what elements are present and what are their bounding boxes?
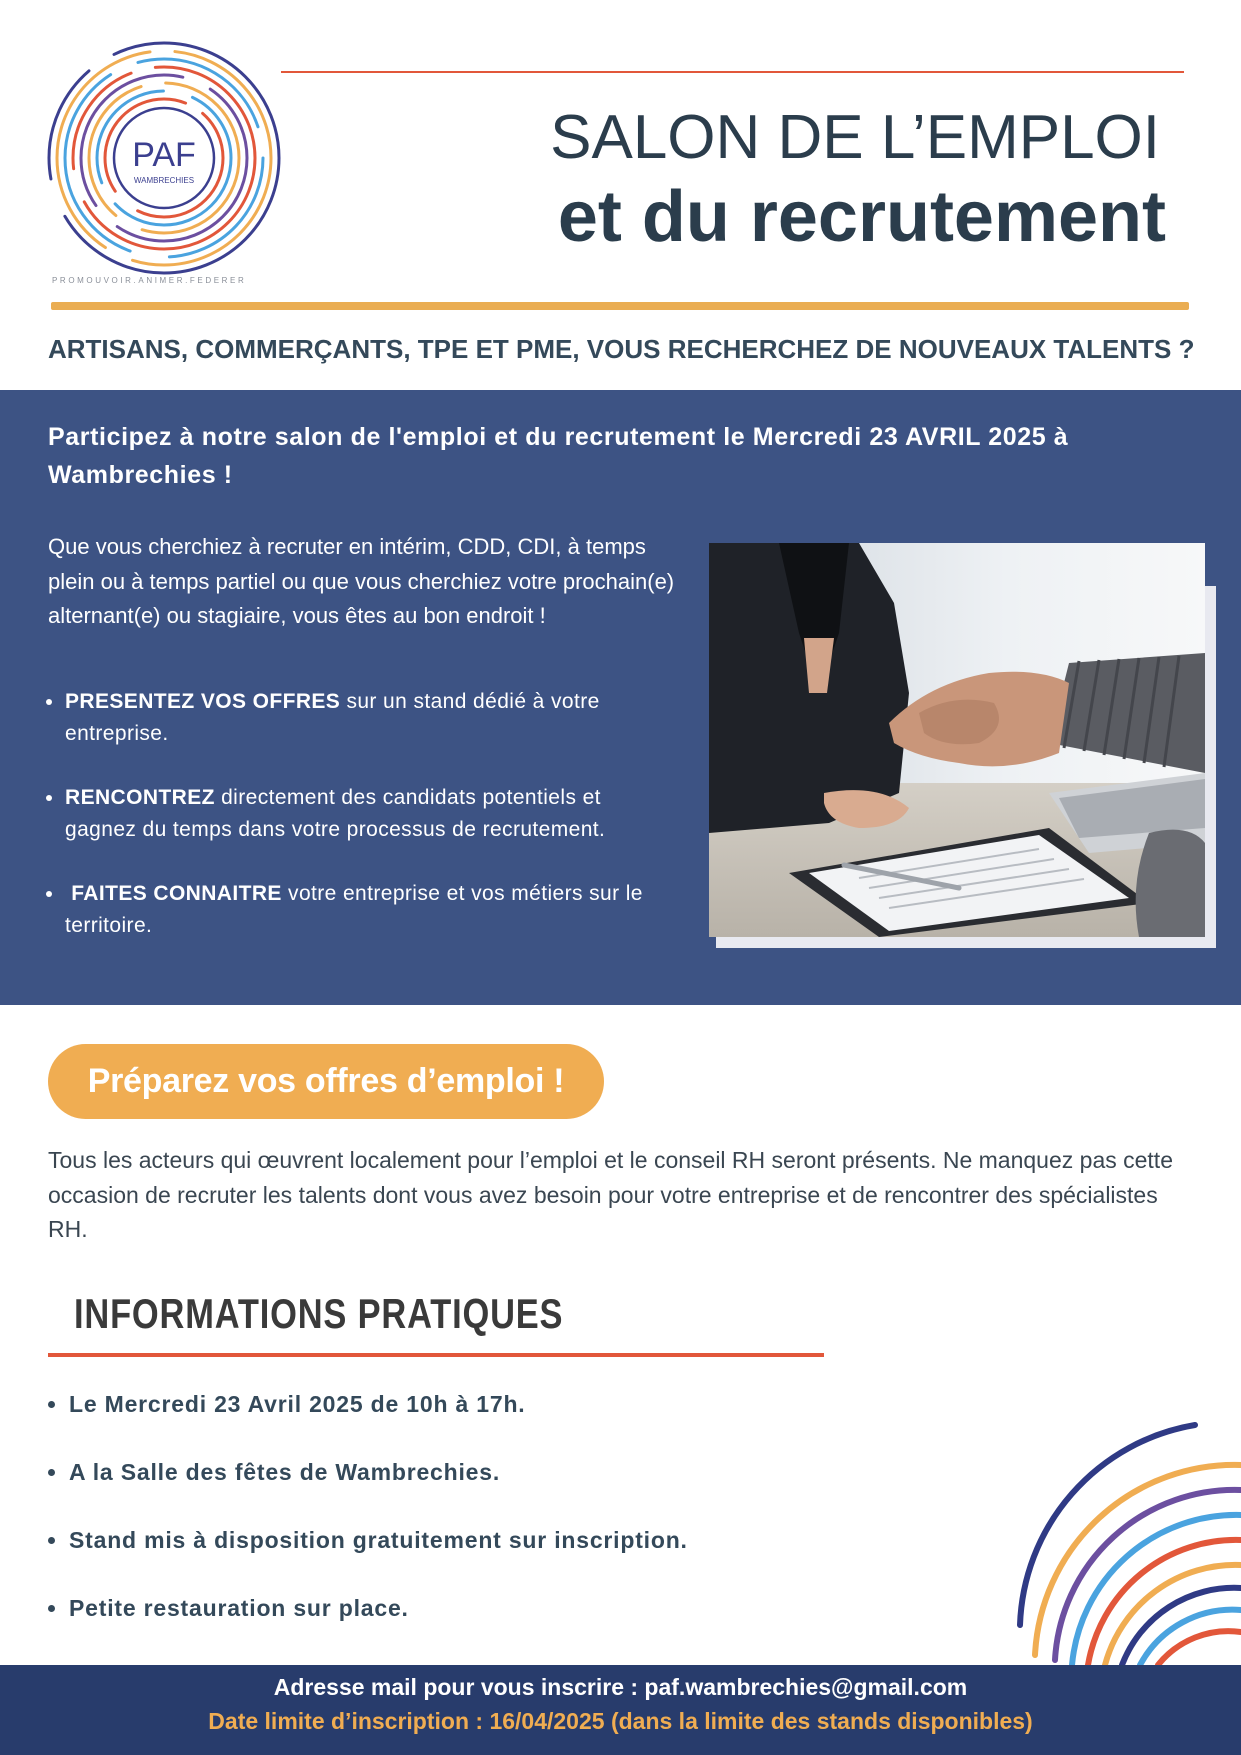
section-title-informations: INFORMATIONS PRATIQUES (74, 1290, 564, 1337)
list-item: • A la Salle des fêtes de Wambrechies. (69, 1455, 949, 1489)
logo-subtext: WAMBRECHIES (133, 176, 195, 185)
benefits-list (40, 686, 665, 942)
benefit-keyword: FAITES CONNAITRE (65, 882, 282, 905)
intro-paragraph: Que vous cherchiez à recruter en intérim, CDD, CDI, à temps plein ou à temps partiel ou que vous cherchiez votre prochain(e) alternant(e) ou stagiaire, vous êtes au bon endroit ! (48, 534, 675, 628)
list-item: • Stand mis à disposition gratuitement sur inscription. (69, 1523, 949, 1557)
practical-info-list (41, 1387, 949, 1625)
list-item (65, 878, 665, 942)
paf-logo (44, 38, 284, 288)
cta-paragraph: Tous les acteurs qui œuvrent localement pour l’emploi et le conseil RH seront présents. Ne manquez pas cette occasion de recruter les talents dont vous avez besoin pour votre entreprise et de rencontrer des spécialistes RH. (48, 1147, 1173, 1242)
list-item (65, 686, 665, 750)
benefit-text: directement des candidats potentiels et gagnez du temps dans votre processus de recrutement. (65, 786, 606, 841)
top-divider (281, 71, 1184, 73)
list-item: • Le Mercredi 23 Avril 2025 de 10h à 17h. (69, 1387, 949, 1421)
benefit-keyword: RENCONTREZ (65, 786, 215, 809)
header-divider (51, 302, 1189, 310)
list-item (65, 782, 665, 846)
target-question: ARTISANS, COMMERÇANTS, TPE ET PME, VOUS RECHERCHEZ DE NOUVEAUX TALENTS ? (48, 334, 1195, 364)
logo-tagline: PROMOUVOIR.ANIMER.FEDERER (52, 276, 247, 285)
handshake-photo (709, 543, 1205, 937)
decorative-arcs (1000, 1410, 1241, 1665)
benefit-text: votre entreprise et vos métiers sur le territoire. (65, 882, 643, 937)
benefit-text: sur un stand dédié à votre entreprise. (65, 690, 600, 745)
registration-deadline: Date limite d’inscription : 16/04/2025 (dans la limite des stands disponibles) (208, 1708, 1033, 1734)
benefit-keyword: PRESENTEZ VOS OFFRES (65, 690, 341, 713)
event-announcement: Participez à notre salon de l'emploi et du recrutement le Mercredi 23 AVRIL 2025 à Wambrechies ! (48, 423, 1069, 489)
registration-email: Adresse mail pour vous inscrire : paf.wambrechies@gmail.com (273, 1674, 968, 1700)
prepare-offers-banner: Préparez vos offres d’emploi ! (48, 1044, 604, 1119)
page-title-line1: SALON DE L’EMPLOI (550, 103, 1160, 172)
page-title-line2: et du recrutement (557, 177, 1166, 257)
logo-text: PAF (132, 136, 196, 174)
list-item: • Petite restauration sur place. (69, 1591, 949, 1625)
section-divider (48, 1353, 824, 1357)
